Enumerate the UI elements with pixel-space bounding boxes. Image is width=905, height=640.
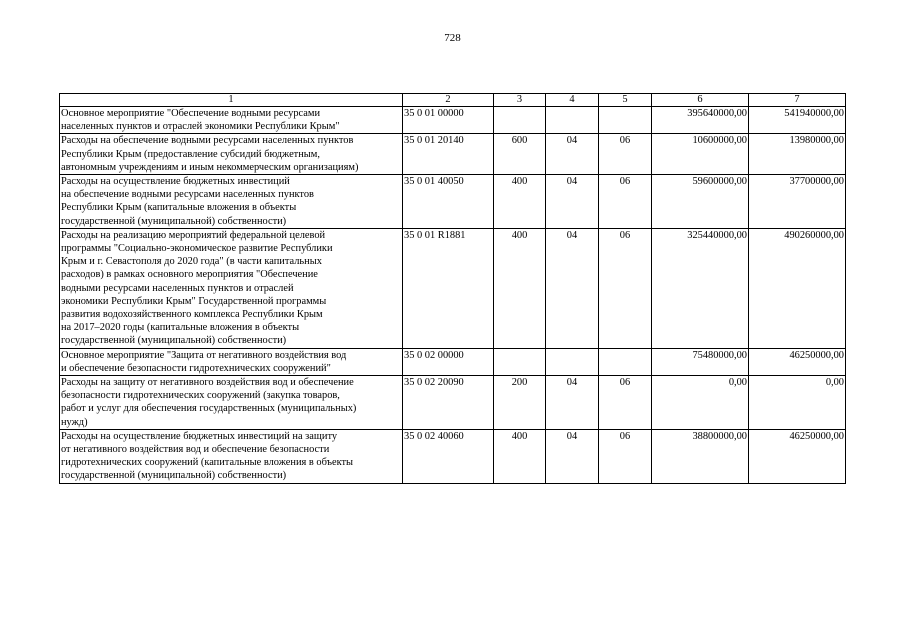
table-row	[60, 348, 846, 375]
amount-2020-cell: 541940000,00	[749, 107, 846, 134]
code-cell: 35 0 02 40060	[403, 429, 494, 483]
header-cell-4: 4	[546, 94, 599, 107]
amount-2020-cell: 490260000,00	[749, 228, 846, 348]
section-cell: 04	[546, 376, 599, 430]
table-row	[60, 429, 846, 483]
subsection-cell: 06	[599, 228, 652, 348]
amount-2019-cell: 325440000,00	[652, 228, 749, 348]
amount-2020-cell: 46250000,00	[749, 348, 846, 375]
amount-2020-cell: 13980000,00	[749, 134, 846, 175]
code-cell: 35 0 02 00000	[403, 348, 494, 375]
amount-2019-cell: 0,00	[652, 376, 749, 430]
amount-2019-cell: 59600000,00	[652, 175, 749, 229]
amount-2020-cell: 37700000,00	[749, 175, 846, 229]
section-cell: 04	[546, 134, 599, 175]
amount-2019-cell: 395640000,00	[652, 107, 749, 134]
code-cell: 35 0 01 40050	[403, 175, 494, 229]
subsection-cell	[599, 348, 652, 375]
header-cell-2: 2	[403, 94, 494, 107]
page-number: 728	[444, 32, 461, 44]
description-cell: Основное мероприятие "Обеспечение водными ресурсами населенных пунктов и отраслей экономики Республики Крым"	[60, 107, 403, 134]
description-cell: Расходы на обеспечение водными ресурсами населенных пунктов Республики Крым (предоставление субсидий бюджетным, автономным учреждениям и иным некоммерческим организациям)	[60, 134, 403, 175]
expense-type-cell: 400	[494, 228, 546, 348]
expense-type-cell: 400	[494, 429, 546, 483]
section-cell: 04	[546, 175, 599, 229]
amount-2019-cell: 75480000,00	[652, 348, 749, 375]
section-cell	[546, 348, 599, 375]
subsection-cell: 06	[599, 429, 652, 483]
table-row	[60, 134, 846, 175]
table-row	[60, 228, 846, 348]
table-body	[60, 94, 846, 484]
code-cell: 35 0 01 R1881	[403, 228, 494, 348]
subsection-cell: 06	[599, 376, 652, 430]
header-cell-5: 5	[599, 94, 652, 107]
description-cell: Основное мероприятие "Защита от негативного воздействия вод и обеспечение безопасности гидротехнических сооружений"	[60, 348, 403, 375]
expense-type-cell: 200	[494, 376, 546, 430]
section-cell	[546, 107, 599, 134]
subsection-cell: 06	[599, 175, 652, 229]
description-cell: Расходы на реализацию мероприятий федеральной целевой программы "Социально-экономическое развитие Республики Крым и г. Севастополя до 2020 года" (в части капитальных расходов) в рамках основного мероприятия "Обеспечение водными ресурсами населенных пунктов и отраслей экономики Республики Крым" Государственной программы развития водохозяйственного комплекса Республики Крым на 2017–2020 годы (капитальные вложения в объекты государственной (муниципальной) собственности)	[60, 228, 403, 348]
table-row	[60, 376, 846, 430]
expense-type-cell: 400	[494, 175, 546, 229]
expense-type-cell	[494, 348, 546, 375]
code-cell: 35 0 01 00000	[403, 107, 494, 134]
expense-type-cell	[494, 107, 546, 134]
table-row	[60, 175, 846, 229]
description-cell: Расходы на осуществление бюджетных инвестиций на обеспечение водными ресурсами населенных пунктов Республики Крым (капитальные вложения в объекты государственной (муниципальной) собственности)	[60, 175, 403, 229]
header-cell-6: 6	[652, 94, 749, 107]
amount-2019-cell: 10600000,00	[652, 134, 749, 175]
amount-2019-cell: 38800000,00	[652, 429, 749, 483]
description-cell: Расходы на защиту от негативного воздействия вод и обеспечение безопасности гидротехнических сооружений (закупка товаров, работ и услуг для обеспечения государственных (муниципальных) нужд)	[60, 376, 403, 430]
header-cell-3: 3	[494, 94, 546, 107]
amount-2020-cell: 46250000,00	[749, 429, 846, 483]
header-cell-7: 7	[749, 94, 846, 107]
amount-2020-cell: 0,00	[749, 376, 846, 430]
description-cell: Расходы на осуществление бюджетных инвестиций на защиту от негативного воздействия вод и обеспечение безопасности гидротехнических сооружений (капитальные вложения в объекты государственной (муниципальной) собственности)	[60, 429, 403, 483]
header-cell-1: 1	[60, 94, 403, 107]
subsection-cell: 06	[599, 134, 652, 175]
section-cell: 04	[546, 429, 599, 483]
section-cell: 04	[546, 228, 599, 348]
code-cell: 35 0 02 20090	[403, 376, 494, 430]
header-row	[60, 94, 846, 107]
subsection-cell	[599, 107, 652, 134]
code-cell: 35 0 01 20140	[403, 134, 494, 175]
budget-table	[59, 93, 846, 484]
expense-type-cell: 600	[494, 134, 546, 175]
table-row	[60, 107, 846, 134]
